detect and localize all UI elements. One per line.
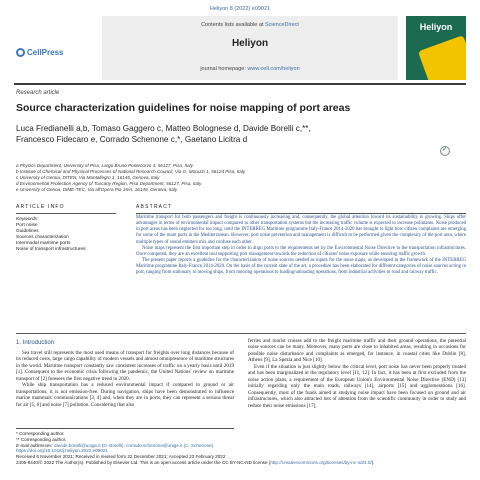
cellpress-mark-icon xyxy=(16,48,25,57)
intro-paragraph-3: ferries and tourist cruises add to the freight maritime traffic and their ground operations, the potential noise sources can be many. Moreover, many ports are close to inhabited areas, resulting in occasions for possible noise disturbance and complaints as emerged, for instance, in coastal cities like Dublin [8], Athens [9], La Spezia and Nice [10]. xyxy=(248,338,466,364)
footnote-corresponding-2: ** Corresponding author. xyxy=(16,436,67,442)
abstract-paragraph-3: The present paper reports a guideline for the characterization of noise sources needed as inputs for the noise maps, as developed in the framework of the INTERREG Maritime programme Italy-France 2014-2020. On the basis of the current state of the art, a procedure has been elaborated for different categories of noise sources acting in port, ranging from stationary to moving ships, from mooring operations to loading/unloading operations, from industrial activities to road and railway traffic. xyxy=(136,258,466,276)
affiliation-d: d Environmental Protection Agency of Tuscany Region, Pisa Department, 56127, Pisa, Italy xyxy=(16,180,202,186)
journal-cover-image[interactable] xyxy=(406,16,466,80)
cellpress-logo-text: CellPress xyxy=(27,48,64,57)
cover-graphic xyxy=(418,35,466,80)
keywords-title: Keywords: xyxy=(16,217,39,222)
running-head[interactable]: Heliyon 8 (2022) e09021 xyxy=(209,6,271,12)
authors-line-1[interactable]: Luca Fredianelli a,b, Tomaso Gaggero c, Matteo Bolognese d, Davide Borelli c,**, xyxy=(16,124,311,133)
keyword-item[interactable]: Sources characterization xyxy=(16,235,69,240)
keyword-item[interactable]: Intermodal maritime ports xyxy=(16,241,71,246)
abstract-rule xyxy=(136,213,466,214)
homepage-link[interactable]: www.cell.com/heliyon xyxy=(247,66,300,72)
article-title: Source characterization guidelines for noise mapping of port areas xyxy=(16,102,351,114)
affiliations xyxy=(16,163,456,193)
keyword-item[interactable]: Noise of transport infrastructures xyxy=(16,247,86,252)
abstract-section-head xyxy=(136,204,466,214)
keyword-item[interactable]: Guidelines xyxy=(16,229,39,234)
intro-paragraph-4: Even if the situation is just slightly below the critical level, port noise has never been properly treated and has been marginalized at the regulatory level [11, 12]. In fact, it has been at first excluded from the noise action plans, a requirement of the European Union's Environmental Noise Directive (END) [13] initially regarding only the main roads, railways [14], airports [15] and agglomerations [16]. Consequently, most of the funds aimed at studying noise impact have been focused on ground and air infrastructures, which also attracted lots of attention from the scientific community in order to study and reduce their noise emissions [17], xyxy=(248,363,466,409)
sciencedirect-link[interactable]: ScienceDirect xyxy=(264,22,299,28)
journal-header xyxy=(14,16,466,80)
journal-homepage xyxy=(102,66,398,72)
body-column-right xyxy=(248,338,466,409)
journal-name: Heliyon xyxy=(231,38,269,49)
journal-banner xyxy=(102,16,398,80)
intro-paragraph-1: Sea travel still represents the most used means of transport for freights over long distances because of its reduced costs, large cargo capability of modern vessels and almost omnipresence of maritime structures in the world. Maritime transport constantly saw consistent increases of traffic on a yearly basis until 2019 [1]. Consequent to the economic crisis following the pandemic, the United Nations' review on maritime transport of [2] foresees the first negative trend in 2020. xyxy=(16,350,234,382)
abstract-paragraph-1: Maritime transport for both passengers and freight is continuously increasing and, consequently, the global attention toward its sustainability is growing. Ships offer advantages in terms of environmental impact compared to other transportation systems but the increasing traffic volume is expected to increase pollutants. Noise produced in port areas has been neglected for too long, until the INTERREG Maritime programme Italy-France 2014-2020 has brought to light how citizen complaints are emerging for some of the main ports in the Mediterranean. However, port noise prevention and management is difficult to be performed given the complexity of the port area, where multiple types of sound emitters mix and confuse each other. xyxy=(136,215,466,245)
doi-link[interactable]: https://doi.org/10.1016/j.heliyon.2022.e09021 xyxy=(16,448,108,453)
publication-info xyxy=(16,448,466,465)
keywords-block xyxy=(16,217,126,253)
introduction-heading: 1. Introduction xyxy=(16,340,55,346)
article-info-section xyxy=(16,204,116,214)
affiliation-a: a Physics Department, University of Pisa, Largo Bruno Pontecorvo 3, 56127, Pisa, Italy xyxy=(16,163,193,168)
authors-line-2[interactable]: Francesco Fidecaro e, Corrado Schenone c,*, Gaetano Licitra d xyxy=(16,135,248,144)
intro-paragraph-2: While ship transportation has a reduced environmental impact if compared to ground or air transportations, it is not emission-free. During navigation, ships have been demonstrated to influence marine mammals' communications [3, 4] and, when they are in ports, they can represent a serious threat for air [5, 6] and noise [7] pollution. Considering that also xyxy=(16,382,234,408)
abstract-heading: ABSTRACT xyxy=(136,204,173,210)
publisher-logo-area xyxy=(14,16,98,80)
email-label: E-mail addresses: xyxy=(16,442,53,448)
affiliation-e: e University of Genoa, DIME-TEC, Via all'Opera Pia 15/A, 16145, Genova, Italy xyxy=(16,186,178,192)
contents-prefix: Contents lists available at xyxy=(201,22,265,28)
keyword-item[interactable]: Port noise xyxy=(16,223,38,228)
article-info-rule xyxy=(16,213,116,214)
header-divider xyxy=(14,83,466,85)
email-addresses[interactable]: davide.borelli@unige.it (D. Borelli), corrado.schenone@unige.it (C. Schenone). xyxy=(54,442,215,448)
footnotes xyxy=(16,428,234,448)
homepage-prefix: journal homepage: xyxy=(200,66,248,72)
footnote-corresponding-1: * Corresponding author. xyxy=(16,431,65,436)
contents-line xyxy=(102,22,398,28)
check-for-updates-icon[interactable] xyxy=(440,146,450,156)
license-suffix: ). xyxy=(371,459,375,465)
license-line xyxy=(16,460,466,466)
license-prefix: 2405-8440/© 2022 The Author(s). Published by Elsevier Ltd. This is an open access article under the CC BY-NC-ND license ( xyxy=(16,459,271,465)
abstract-body xyxy=(136,215,466,277)
author-list xyxy=(16,123,446,145)
abstract-paragraph-2: Noise maps represent the first important step in order to align ports to the requirements set by the Environmental Noise Directive to the transportation infrastructures. Once computed, they are an excellent tool supporting port management towards the reduction of citizens' noise exposure while ensuring traffic growth. xyxy=(136,245,466,257)
cellpress-logo[interactable] xyxy=(16,48,63,57)
license-link[interactable]: http://creativecommons.org/licenses/by-nc-nd/4.0/ xyxy=(270,459,372,465)
received-dates: Received 6 November 2021; Received in revised form 22 December 2021; Accepted 23 February 2022 xyxy=(16,453,226,459)
article-info-heading: ARTICLE INFO xyxy=(16,204,65,210)
cover-title: Heliyon xyxy=(419,22,453,32)
affiliation-b: b Institute of Chemical and Physical Processes of National Research Council, Via G. Moruzzi 1, 56124 Pisa, Italy xyxy=(16,168,246,174)
article-type: Research article xyxy=(16,90,60,96)
body-column-left xyxy=(16,350,234,408)
affiliation-c: c University of Genoa, DITEN, Via Montallegro 1, 16145, Genova, Italy xyxy=(16,174,160,180)
abstract-end-divider xyxy=(16,333,466,334)
